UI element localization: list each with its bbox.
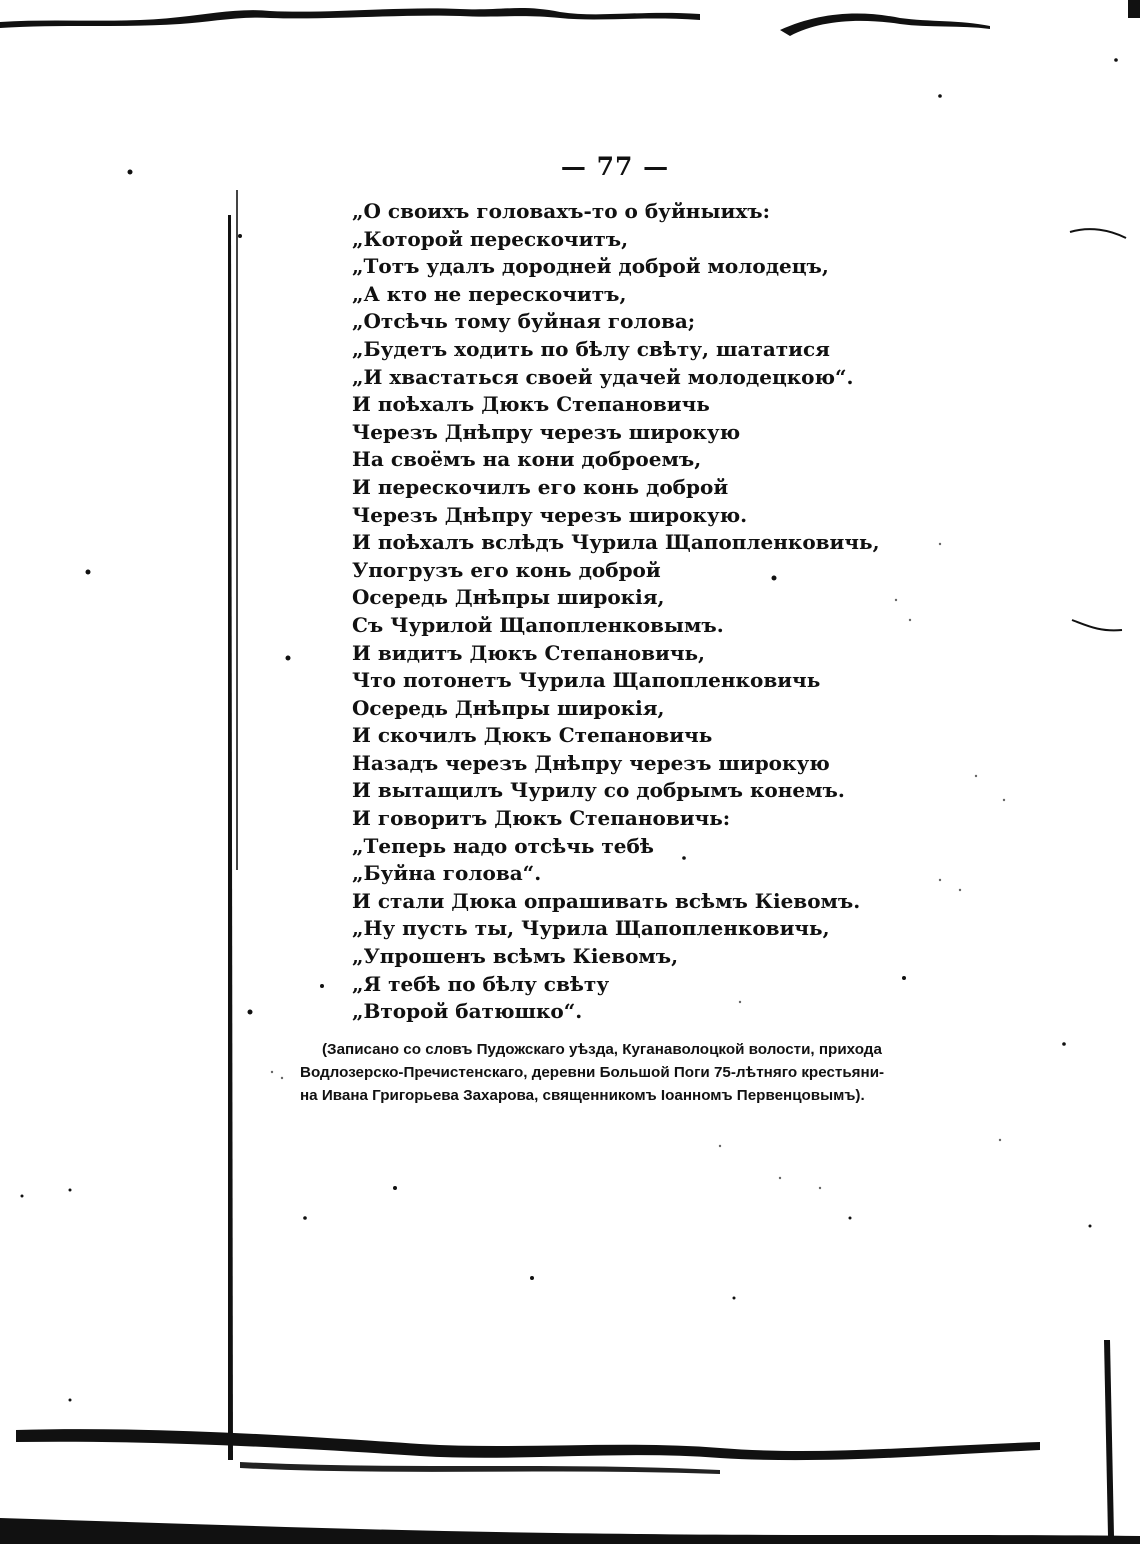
verse-line: „Упрошенъ всѣмъ Кіевомъ, — [352, 944, 679, 969]
attribution-line: (Записано со словъ Пудожскаго уѣзда, Куганаволоцкой волости, прихода — [322, 1041, 882, 1058]
verse-line: Черезъ Днѣпру черезъ широкую. — [352, 502, 748, 527]
verse-line: „Второй батюшко“. — [352, 999, 583, 1024]
verse-line: Осередь Днѣпры широкія, — [352, 695, 665, 720]
verse-line: „Ну пусть ты, Чурила Щапопленковичь, — [352, 916, 830, 941]
verse-line: Съ Чурилой Щапопленковымъ. — [352, 612, 724, 637]
attribution-line: на Ивана Григорьева Захарова, священникомъ Іоанномъ Первенцовымъ). — [300, 1087, 865, 1104]
page-number: — 77 — — [560, 152, 670, 181]
verse-line: Черезъ Днѣпру черезъ широкую — [352, 419, 741, 444]
verse-line: „А кто не перескочитъ, — [352, 281, 627, 306]
verse-line: Назадъ черезъ Днѣпру черезъ широкую — [352, 750, 830, 775]
verse-line: И поѣхалъ вслѣдъ Чурила Щапопленковичь, — [352, 530, 880, 555]
verse-line: „Тотъ удалъ дородней доброй молодецъ, — [352, 254, 829, 279]
verse-line: „О своихъ головахъ-то о буйныихъ: — [352, 199, 770, 223]
verse-line: „И хвастаться своей удачей молодецкою“. — [352, 364, 854, 389]
verse-line: И перескочилъ его конь доброй — [352, 474, 729, 499]
verse-line: Что потонетъ Чурила Щапопленковичь — [352, 668, 821, 693]
verse-line: И поѣхалъ Дюкъ Степановичь — [352, 392, 710, 417]
verse-line: „Отсѣчь тому буйная голова; — [352, 309, 696, 334]
verse-line: На своёмъ на кони доброемъ, — [352, 447, 702, 472]
verse-line: И вытащилъ Чурилу со добрымъ конемъ. — [352, 778, 845, 803]
verse-line: „Я тебѣ по бѣлу свѣту — [352, 971, 610, 996]
verse-line: И стали Дюка опрашивать всѣмъ Кіевомъ. — [352, 888, 861, 913]
attribution-line: Водлозерско-Пречистенскаго, деревни Большой Поги 75-лѣтняго крестьяни- — [300, 1064, 885, 1081]
poem-text — [352, 198, 912, 1026]
verse-line: Осередь Днѣпры широкія, — [352, 585, 665, 610]
verse-line: „Буйна голова“. — [352, 861, 542, 886]
verse-line: И видитъ Дюкъ Степановичь, — [352, 640, 706, 665]
verse-line: „Будетъ ходить по бѣлу свѣту, шататися — [352, 336, 830, 361]
verse-line: И скочилъ Дюкъ Степановичь — [352, 723, 713, 748]
attribution-note — [300, 1038, 920, 1107]
verse-line: „Которой перескочитъ, — [352, 226, 629, 251]
verse-line: И говоритъ Дюкъ Степановичь: — [352, 806, 731, 831]
verse-line: „Теперь надо отсѣчь тебѣ — [352, 833, 654, 858]
verse-line: Упогрузъ его конь доброй — [352, 557, 661, 582]
